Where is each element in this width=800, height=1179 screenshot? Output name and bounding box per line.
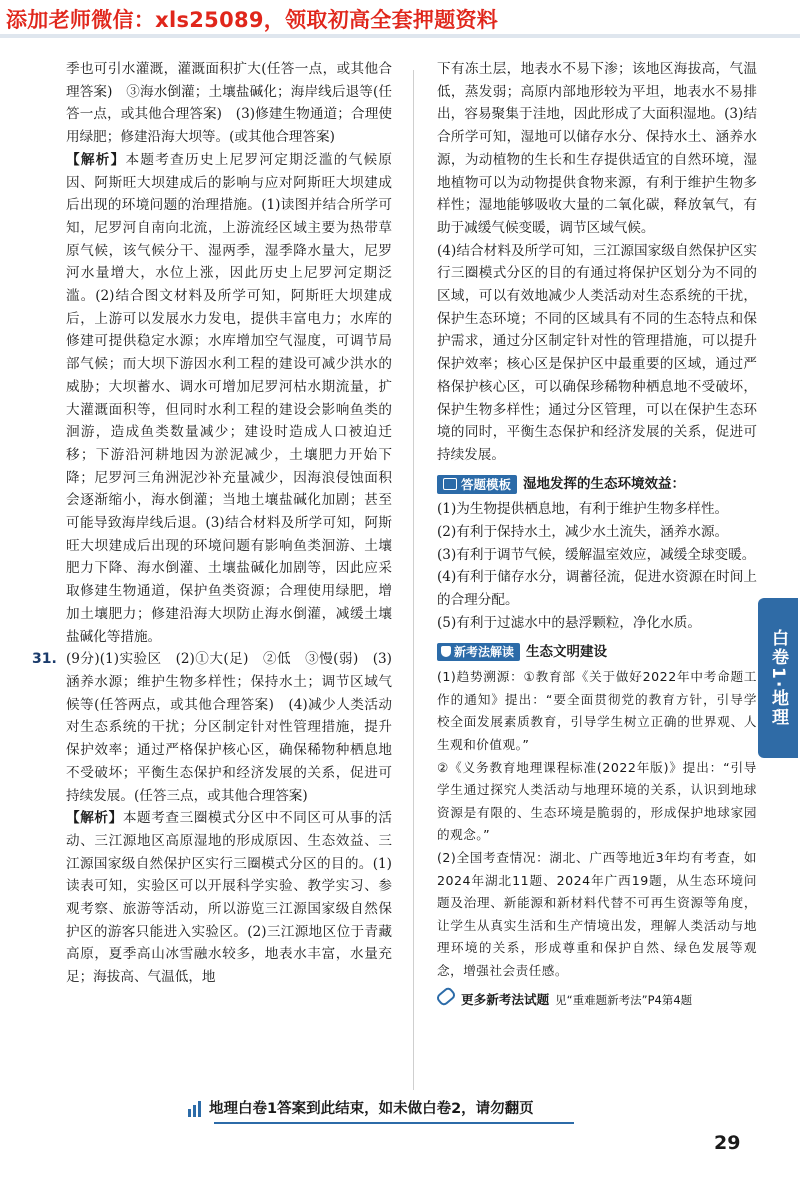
side-tab-label: 白卷1·地理 [758, 598, 798, 758]
analysis-text-2: 本题考查三圈模式分区中不同区可从事的活动、三江源地区高原湿地的形成原因、生态效益、三江源国家级自然保护区实行三圈模式分区的目的。(1)读表可知，实验区可以开展科学实验、教学实习、参观考察、旅游等活动，所以游览三江源国家级自然保护区的游客只能进入实验区。(2)三江源地区位于青藏高原，夏季高山冰雪融水较多，地表水丰富，水量充足；海拔高、气温低，地 [66, 810, 393, 986]
newexam-trend-1: (1)趋势溯源：①教育部《关于做好2022年中考命题工作的通知》提出：“要全面贯彻党的教育方针，引导学校全面发展素质教育，引导学生树立正确的世界观、人生观和价值观。” [437, 669, 757, 753]
newexam-header [437, 641, 757, 664]
analysis-paragraph [66, 149, 392, 648]
page-number: 29 [714, 1132, 741, 1154]
footer-notice [188, 1097, 588, 1121]
column-divider [413, 70, 414, 1090]
footer-underline [214, 1122, 574, 1124]
analysis-label: 【解析】 [66, 151, 126, 168]
template-item: (4)有利于储存水分，调蓄径流，促进水资源在时间上的合理分配。 [437, 569, 757, 609]
bars-icon [188, 1101, 203, 1125]
newexam-trend-2: ②《义务教育地理课程标准(2022年版)》提出：“引导学生通过探究人类活动与地理环境的关系，认识到地球资源是有限的、生态环境是脆弱的，形成保护地球家园的观念。” [437, 759, 757, 843]
template-header [437, 473, 757, 496]
analysis-continued: 下有冻土层，地表水不易下渗；该地区海拔高，气温低，蒸发弱；高原内部地形较为平坦，地表水不易排出，容易聚集于洼地，因此形成了大面积湿地。(3)结合所学可知，湿地可以储存水分、保持水土、涵养水源，为动植物的生长和生存提供适宜的自然环境，湿地植物可以为动物提供食物来源，有利于维护生物多样性；湿地能够吸收大量的二氧化碳，释放氧气，有助于减缓气候变暖，调节区域气候。 [437, 61, 757, 236]
left-column [32, 58, 393, 989]
analysis-label-2: 【解析】 [66, 810, 123, 827]
link-icon [435, 985, 457, 1007]
footer-text: 地理白卷1答案到此结束，如未做白卷2，请勿翻页 [209, 1101, 534, 1117]
template-title: 湿地发挥的生态环境效益： [523, 475, 686, 492]
question-31-answer: (9分)(1)实验区 (2)①大(足) ②低 ③慢(弱) (3)涵养水源；维护生物多样性；保持水土；调节区域气候等(任答两点，或其他合理答案) (4)减少人类活动对生态系统的干扰；分区制定针对性管理措施，提升保护效率；通过严格保护核心区，确保稀物种栖息地不受破坏；平衡生态保护和经济发展的关系，促进可持续发展。(任答三点，或其他合理答案) [66, 651, 392, 804]
newexam-title: 生态文明建设 [526, 643, 608, 660]
newexam-national: (2)全国考查情况：湖北、广西等地近3年均有考查，如2024年湖北11题、2024年广西19题，从生态环境问题及治理、新能源和新材料代替不可再生资源等角度，让学生从真实生活和生产情境出发，理解人类活动与地理环境的关系，形成尊重和保护自然、绿色发展等观念，增强社会责任感。 [437, 850, 757, 978]
newexam-tag [437, 643, 520, 661]
analysis-paragraph-2 [66, 807, 392, 989]
more-reference: 见“重难题新考法”P4第4题 [555, 992, 693, 1007]
newexam-tag-label: 新考法解读 [454, 645, 515, 660]
question-31 [32, 648, 393, 989]
template-item: (2)有利于保持水土，减少水土流失，涵养水源。 [437, 524, 729, 541]
book-icon [443, 478, 457, 490]
analysis-part4: (4)结合材料及所学可知，三江源国家级自然保护区实行三圈模式分区的目的有通过将保护区划分为不同的区域，可以有效地减少人类活动对生态系统的干扰，保护生态环境；不同的区域具有不同的生态特点和保护需求，通过分区制定针对性的管理措施，可以提升保护效率；核心区是保护区中最重要的区域，通过严格保护核心区，可以确保珍稀物种栖息地不受破坏，保护生物多样性；通过分区管理，可以在保护生态环境的同时，平衡生态保护和经济发展的关系，促进可持续发展。 [437, 242, 757, 463]
top-border [0, 34, 800, 38]
template-item: (1)为生物提供栖息地，有利于维护生物多样性。 [437, 501, 729, 518]
template-item: (3)有利于调节气候，缓解温室效应，减缓全球变暖。 [437, 546, 756, 563]
right-column [437, 58, 757, 1011]
template-tag-label: 答题模板 [461, 476, 512, 492]
question-number: 31. [32, 651, 57, 668]
analysis-text: 本题考查历史上尼罗河定期泛滥的气候原因、阿斯旺大坝建成后的影响与应对阿斯旺大坝建成后出现的环境问题的治理措施。(1)读图并结合所学可知，尼罗河自南向北流，上游流经区域主要为热带草原气候，该气候分干、湿两季，湿季降水量大，尼罗河水量增大，水位上涨，因此历史上尼罗河定期泛滥。(2)结合图文材料及所学可知，阿斯旺大坝建成后，上游可以发展水力发电，提供丰富电力；水库的修建可提供稳定水源；水库增加空气湿度，可调节局部气候；而大坝下游因水利工程的建设可减少洪水的威胁；大坝蓄水、调水可增加尼罗河枯水期流量，扩大灌溉面积等，但同时水利工程的建设会影响鱼类的洄游，造成鱼类数量减少；建设时造成人口被迫迁移；下游沿河耕地因为淤泥减少，土壤肥力开始下降；尼罗河三角洲泥沙补充量减少，因海浪侵蚀面积会逐渐缩小，海水倒灌；当地土壤盐碱化加剧；甚至可能导致海岸线后退。(3)结合材料及所学可知，阿斯旺大坝建成后出现的环境问题有影响鱼类洄游、土壤肥力下降、海水倒灌、土壤盐碱化加剧等，因此应采取修建生物通道，保护鱼类资源；合理使用绿肥，增加土壤肥力；修建沿海大坝防止海水倒灌，减缓土壤盐碱化等措施。 [66, 151, 393, 645]
template-item: (5)有利于过滤水中的悬浮颗粒，净化水质。 [437, 614, 701, 631]
shield-icon [441, 646, 451, 657]
more-title: 更多新考法试题 [461, 991, 550, 1007]
watermark-text: 添加老师微信：xls25089，领取初高全套押题资料 [6, 8, 499, 32]
answer-continued: 季也可引水灌溉，灌溉面积扩大(任答一点，或其他合理答案) ③海水倒灌；土壤盐碱化；海岸线后退等(任答一点，或其他合理答案) (3)修建生物通道；合理使用绿肥；修建沿海大坝等。(或其他合理答案) [66, 61, 392, 146]
more-questions-link[interactable] [437, 989, 757, 1012]
template-tag [437, 475, 517, 494]
